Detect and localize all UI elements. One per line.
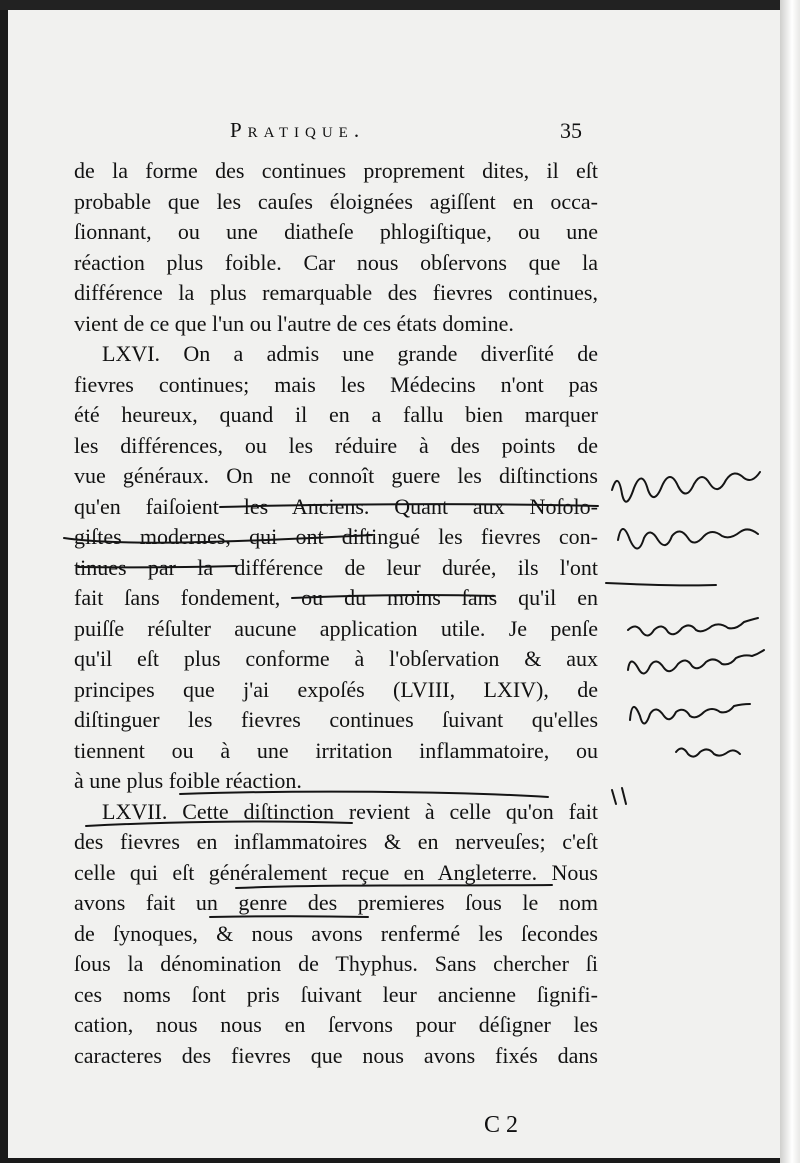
margin-scribble [676, 748, 740, 756]
text-line: celle qui eſt généralement reçue en Angleterre. Nous [74, 859, 598, 885]
text-line: été heureux, quand il en a fallu bien marquer [74, 402, 598, 427]
underline-stroke [210, 916, 368, 917]
text-line: réaction plus foible. Car nous obſervons que la [74, 249, 598, 275]
margin-scribble [612, 472, 760, 502]
text-line: de la forme des continues proprement dites, il eſt [74, 158, 598, 183]
text-line: qu'il eſt plus conforme à l'obſervation & aux [74, 646, 598, 671]
paragraph-start-lxvi: LXVI. On a admis une grande diverſité de [102, 341, 598, 366]
margin-scribble [628, 650, 764, 674]
signature-mark: C 2 [484, 1112, 519, 1138]
text-line: qu'en faiſoient les Anciens. Quant aux Noſolo- [74, 493, 598, 519]
text-line: probable que les cauſes éloignées agiſſent en occa- [74, 188, 598, 214]
text-line: tiennent ou à une irritation inflammatoire, ou [74, 737, 598, 763]
page-number: 35 [560, 118, 582, 143]
text-line: caracteres des fievres que nous avons fixés dans [74, 1042, 598, 1068]
underline-stroke [64, 535, 372, 543]
margin-scribble [630, 704, 750, 724]
underline-stroke [78, 566, 236, 567]
text-line: à une plus foible réaction. [74, 768, 302, 793]
underline-stroke [292, 595, 494, 598]
text-line: les différences, ou les réduire à des points de [74, 432, 598, 458]
margin-scribble [612, 788, 626, 804]
text-line: puiſſe réſulter aucune application utile. Je penſe [74, 615, 598, 641]
underline-stroke [180, 792, 548, 797]
text-line: principes que j'ai expoſés (LVIII, LXIV), de [74, 676, 598, 702]
text-line: vue généraux. On ne connoît guere les diſtinctions [74, 463, 598, 488]
text-line: de ſynoques, & nous avons renfermé les ſecondes [74, 920, 598, 946]
text-line: des fievres en inflammatoires & en nerveuſes; c'eſt [74, 829, 598, 854]
margin-scribble [628, 618, 758, 636]
text-line: différence la plus remarquable des fievres continues, [74, 280, 598, 305]
text-line: giſtes modernes, qui ont diſtingué les fievres con- [74, 524, 598, 549]
text-line: ſionnant, ou une diatheſe phlogiſtique, ou une [74, 219, 598, 244]
text-line: fait ſans fondement, ou du moins ſans qu'il en [74, 585, 598, 610]
margin-scribble [618, 529, 758, 549]
text-line: vient de ce que l'un ou l'autre de ces états domine. [74, 310, 514, 336]
text-line: tinues par la différence de leur durée, ils l'ont [74, 554, 598, 580]
text-line: ces noms ſont pris ſuivant leur ancienne ſignifi- [74, 981, 598, 1007]
text-line: diſtinguer les fievres continues ſuivant qu'elles [74, 707, 598, 732]
underline-stroke [86, 822, 352, 826]
running-head: Pratique. [230, 118, 366, 142]
text-line: ſous la dénomination de Thyphus. Sans chercher ſi [74, 951, 598, 976]
margin-rule [606, 583, 716, 585]
paragraph-start-lxvii: LXVII. Cette diſtinction revient à celle qu'on fait [102, 798, 598, 824]
text-line: cation, nous nous en ſervons pour déſigner les [74, 1012, 598, 1037]
text-line: fievres continues; mais les Médecins n'ont pas [74, 371, 598, 397]
underline-stroke [236, 885, 552, 888]
underline-stroke [220, 504, 598, 507]
text-line: avons fait un genre des premieres ſous le nom [74, 890, 598, 915]
